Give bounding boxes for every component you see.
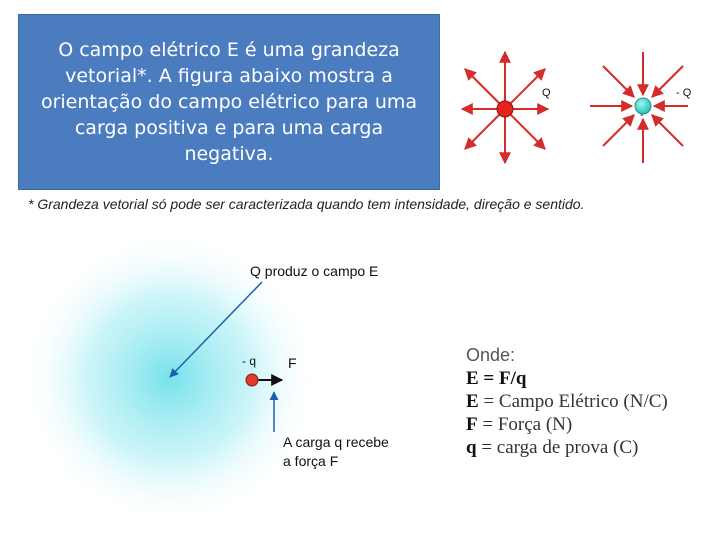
receive-text-line-2: a força F bbox=[283, 453, 339, 469]
formula-desc: = Campo Elétrico (N/C) bbox=[478, 391, 668, 412]
formula-block bbox=[466, 344, 706, 459]
force-label: F bbox=[288, 355, 297, 371]
field-arrow bbox=[652, 115, 683, 146]
formula-symbol: E = F/q bbox=[466, 368, 527, 389]
negative-charge-diagram bbox=[590, 52, 692, 163]
positive-charge bbox=[497, 101, 513, 117]
title-line-3: orientação do campo elétrico para uma bbox=[40, 91, 418, 113]
negative-charge-label: - Q bbox=[676, 87, 692, 99]
formula-row bbox=[466, 413, 706, 436]
formula-row bbox=[466, 390, 706, 413]
negative-charge-sign: - bbox=[640, 110, 644, 121]
test-charge bbox=[246, 374, 258, 386]
title-line-1: O campo elétrico E é uma grandeza bbox=[58, 39, 400, 61]
footnote: * Grandeza vetorial só pode ser caracterizada quando tem intensidade, direção e sentido. bbox=[28, 196, 585, 212]
title-line-5: negativa. bbox=[184, 143, 274, 165]
positive-charge-diagram bbox=[462, 52, 551, 163]
formula-row bbox=[466, 367, 706, 390]
formula-heading: Onde: bbox=[466, 345, 516, 365]
formula-symbol: F bbox=[466, 414, 478, 435]
formula-symbol: E bbox=[466, 391, 479, 412]
title-line-4: carga positiva e para uma carga bbox=[74, 117, 384, 139]
field-label: Q produz o campo E bbox=[250, 263, 379, 279]
title-line-2: vetorial*. A figura abaixo mostra a bbox=[65, 65, 393, 87]
formula-desc: = carga de prova (C) bbox=[476, 437, 639, 458]
field-arrow bbox=[603, 115, 634, 146]
formula-desc: = Força (N) bbox=[477, 414, 573, 435]
positive-charge-label: Q bbox=[542, 87, 551, 99]
formula-row bbox=[466, 436, 706, 459]
receive-text-line-1: A carga q recebe bbox=[283, 434, 389, 450]
formula-symbol: q bbox=[466, 437, 477, 458]
test-charge-label: - q bbox=[242, 354, 257, 368]
field-arrow bbox=[603, 66, 634, 97]
